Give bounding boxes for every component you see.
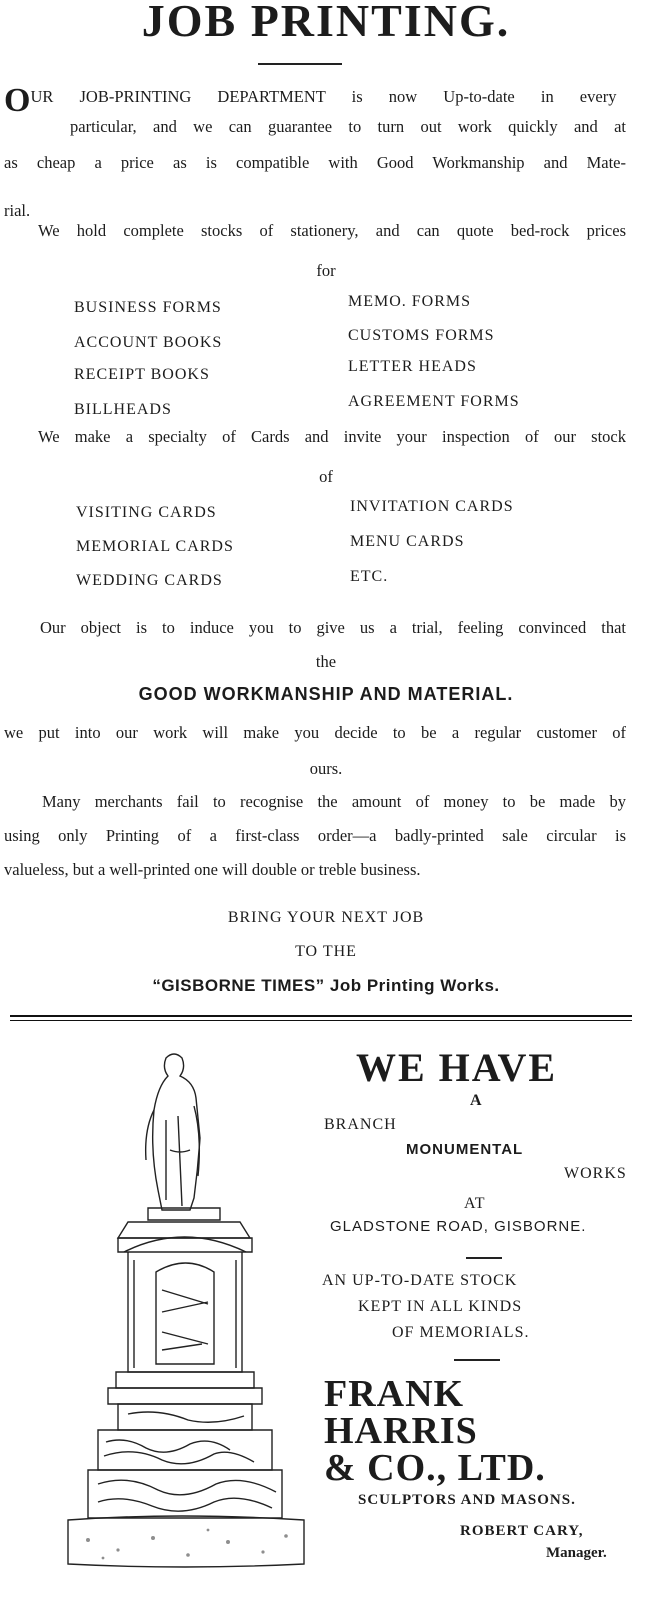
- bring-line-2: TO THE: [295, 943, 357, 960]
- customer-line-2: ours.: [309, 759, 343, 778]
- ad-divider-thin: [10, 1020, 632, 1021]
- ad-firm-line-2: HARRIS: [324, 1410, 478, 1452]
- cards-line-1: We make a specialty of Cards and invite your inspection of our stock: [38, 427, 626, 446]
- bring-line-3: “GISBORNE TIMES” Job Printing Works.: [152, 976, 500, 995]
- monument-illustration: [58, 1050, 308, 1568]
- form-item-billheads: BILLHEADS: [74, 401, 172, 418]
- ad-works: WORKS: [564, 1165, 627, 1182]
- form-item-customs-forms: CUSTOMS FORMS: [348, 327, 495, 344]
- ad-address: GLADSTONE ROAD, GISBORNE.: [330, 1218, 587, 1235]
- card-item-wedding: WEDDING CARDS: [76, 572, 223, 589]
- cards-line-2: of: [319, 467, 333, 486]
- form-item-account-books: ACCOUNT BOOKS: [74, 334, 223, 351]
- card-item-memorial: MEMORIAL CARDS: [76, 538, 234, 555]
- ad-firm-line-3: & CO., LTD.: [324, 1447, 546, 1489]
- ad-stock-line-2: KEPT IN ALL KINDS: [358, 1298, 523, 1315]
- object-line-1: Our object is to induce you to give us a trial, feeling convinced that: [40, 618, 626, 637]
- ad-manager-title: Manager.: [546, 1545, 607, 1561]
- intro-line-2: particular, and we can guarantee to turn out work quickly and at: [70, 117, 626, 136]
- title-rule: [258, 63, 342, 65]
- merchants-line-3: valueless, but a well-printed one will double or treble business.: [4, 860, 421, 879]
- merchants-line-2: using only Printing of a first-class order—a badly-printed sale circular is: [4, 826, 626, 845]
- ad-monumental: MONUMENTAL: [406, 1141, 524, 1158]
- form-item-receipt-books: RECEIPT BOOKS: [74, 366, 210, 383]
- form-item-letter-heads: LETTER HEADS: [348, 358, 477, 375]
- object-line-2: the: [315, 652, 337, 671]
- customer-line-1: we put into our work will make you decide to be a regular customer of: [4, 723, 626, 742]
- ad-rule-2: [454, 1359, 500, 1361]
- form-item-business-forms: BUSINESS FORMS: [74, 299, 222, 316]
- bring-line-1: BRING YOUR NEXT JOB: [227, 909, 425, 926]
- form-item-agreement-forms: AGREEMENT FORMS: [348, 393, 520, 410]
- card-item-menu: MENU CARDS: [350, 533, 465, 550]
- ad-firm-line-1: FRANK: [324, 1373, 465, 1415]
- ad-a: A: [470, 1092, 483, 1109]
- stock-line-2: for: [316, 261, 336, 280]
- card-item-visiting: VISITING CARDS: [76, 504, 217, 521]
- ad-at: AT: [464, 1195, 486, 1212]
- ad-divider: [10, 1015, 632, 1017]
- intro-line-3: as cheap a price as is compatible with Good Workmanship and Mate-: [4, 153, 626, 172]
- card-item-etc: ETC.: [350, 568, 389, 585]
- ad-manager-name: ROBERT CARY,: [460, 1523, 584, 1539]
- ad-branch: BRANCH: [324, 1116, 397, 1133]
- card-item-invitation: INVITATION CARDS: [350, 498, 514, 515]
- ad-stock-line-3: OF MEMORIALS.: [392, 1324, 530, 1341]
- intro-line-1-text: UR JOB-PRINTING DEPARTMENT is now Up-to-date in every: [30, 87, 617, 106]
- ad-rule-1: [466, 1257, 502, 1259]
- headline-good-workmanship: GOOD WORKMANSHIP AND MATERIAL.: [138, 684, 514, 704]
- job-printing-title: JOB PRINTING.: [141, 0, 511, 46]
- intro-line-4: rial.: [4, 201, 31, 220]
- merchants-line-1: Many merchants fail to recognise the amount of money to be made by: [42, 792, 626, 811]
- stock-line-1: We hold complete stocks of stationery, and can quote bed-rock prices: [38, 221, 626, 240]
- ad-headline: WE HAVE: [356, 1045, 558, 1090]
- ad-trade: SCULPTORS AND MASONS.: [358, 1492, 576, 1508]
- drop-cap: O: [4, 82, 31, 119]
- form-item-memo-forms: MEMO. FORMS: [348, 293, 472, 310]
- ad-stock-line-1: AN UP-TO-DATE STOCK: [322, 1272, 518, 1289]
